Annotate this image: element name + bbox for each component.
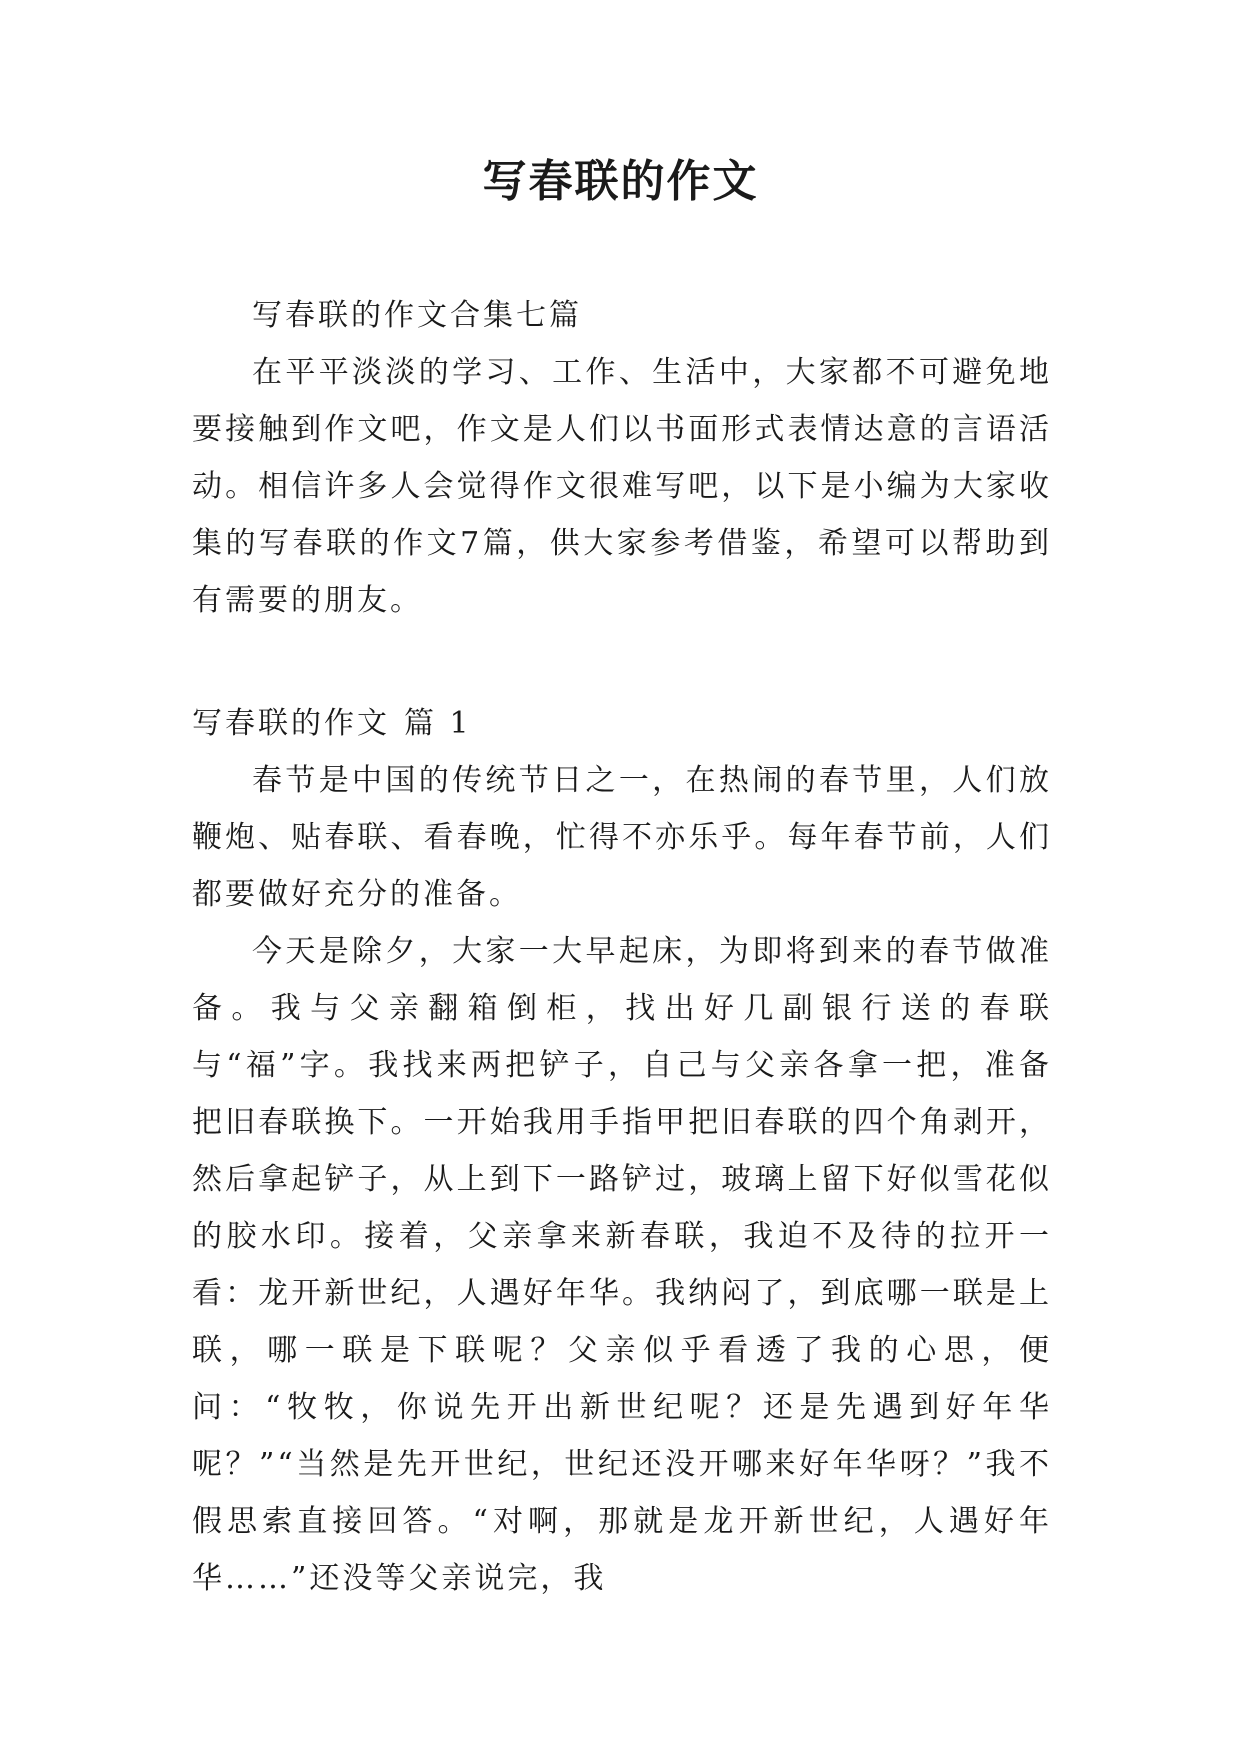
section-1-paragraph-1: 春节是中国的传统节日之一，在热闹的春节里，人们放鞭炮、贴春联、看春晚，忙得不亦乐乎。每年春节前，人们都要做好充分的准备。 <box>192 763 1052 912</box>
intro-paragraph: 在平平淡淡的学习、工作、生活中，大家都不可避免地要接触到作文吧，作文是人们以书面形式表情达意的言语活动。相信许多人会觉得作文很难写吧，以下是小编为大家收集的写春联的作文7篇，供大家参考借鉴，希望可以帮助到有需要的朋友。 <box>192 355 1052 618</box>
section-1-heading <box>192 695 1052 752</box>
section-1 <box>192 695 1052 1607</box>
section-1-heading-text: 写春联的作文 <box>192 706 390 741</box>
intro-block <box>192 287 1052 629</box>
section-1-heading-number: 篇 1 <box>404 706 472 741</box>
document-title: 写春联的作文 <box>482 156 759 207</box>
intro-heading: 写春联的作文合集七篇 <box>252 298 582 333</box>
section-1-paragraph-2: 今天是除夕，大家一大早起床，为即将到来的春节做准备。我与父亲翻箱倒柜，找出好几副银行送的春联与“福”字。我找来两把铲子，自己与父亲各拿一把，准备把旧春联换下。一开始我用手指甲把旧春联的四个角剥开，然后拿起铲子，从上到下一路铲过，玻璃上留下好似雪花似的胶水印。接着，父亲拿来新春联，我迫不及待的拉开一看：龙开新世纪，人遇好年华。我纳闷了，到底哪一联是上联，哪一联是下联呢？父亲似乎看透了我的心思，便问：“牧牧，你说先开出新世纪呢？还是先遇到好年华呢？”“当然是先开世纪，世纪还没开哪来好年华呀？”我不假思索直接回答。“对啊，那就是龙开新世纪，人遇好年华……”还没等父亲说完，我 <box>192 934 1052 1596</box>
